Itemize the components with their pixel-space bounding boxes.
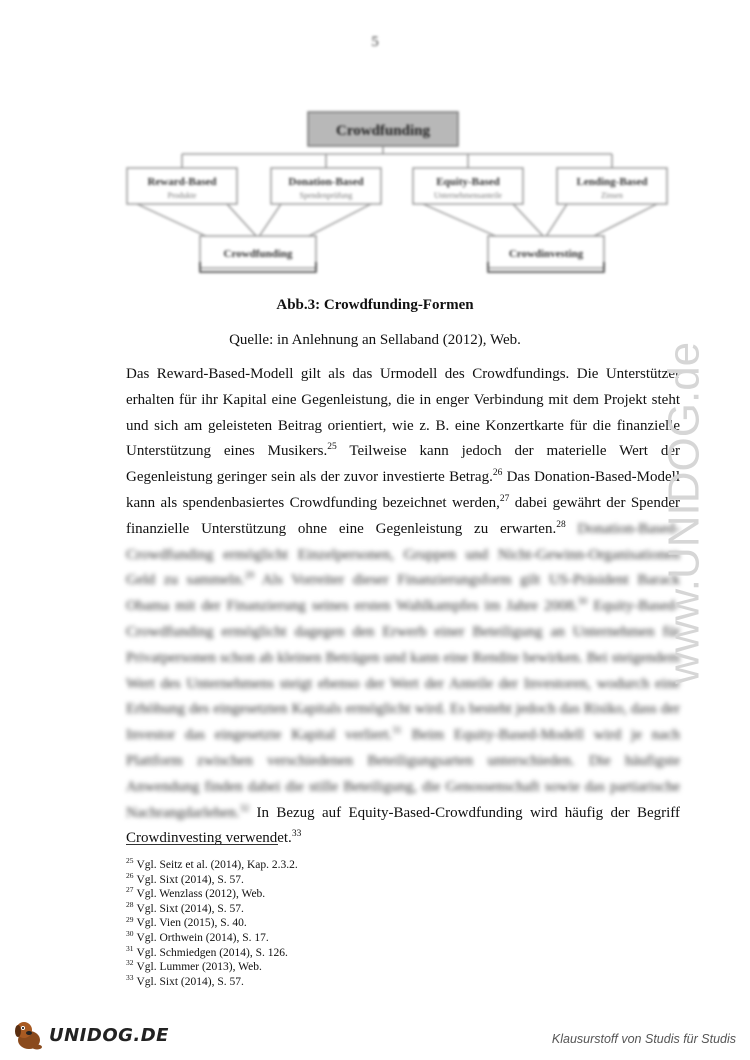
dog-mascot-icon — [12, 1018, 46, 1052]
blurred-sentence: Donation-Based-Crowdfunding ermöglicht Einzelpersonen, Gruppen und Nicht-Gewinn-Organisationen Geld zu sammeln. — [126, 520, 680, 589]
watermark — [657, 278, 717, 748]
footnote — [126, 916, 298, 931]
footnote-ref: 26 — [492, 468, 503, 479]
footnote-ref: 28 — [556, 519, 566, 530]
footnote — [126, 887, 298, 902]
footnote-number: 27 — [126, 885, 134, 895]
footnote-number: 26 — [126, 870, 134, 880]
footnote-ref: 30 — [577, 597, 588, 608]
body-sentence: Das Donation-Based-Modell kann als spendenbasiertes Crowdfunding bezeichnet werden, — [126, 469, 680, 511]
footnote — [126, 899, 298, 917]
unidog-logo — [12, 1018, 169, 1052]
form-title-reward: Reward-Based — [147, 176, 217, 188]
crowdfunding-forms-diagram — [0, 108, 750, 278]
diagram-svg — [0, 108, 750, 278]
form-title-lending: Lending-Based — [576, 176, 648, 188]
footnote-number: 25 — [126, 856, 134, 866]
footnote-number: 30 — [126, 929, 134, 939]
blurred-sentence: Als Vorreiter dieser Finanzierungsform gilt US-Präsident Barack Obama mit der Finanzierung seines ersten Wahlkampfes im Jahre 2008. — [126, 572, 680, 615]
body-sentence: Teilweise kann jedoch der materielle Wert der Gegenleistung geringer sein als der zuvor investierte Betrag. — [126, 443, 681, 486]
footnote-ref: 33 — [291, 829, 302, 840]
form-subtitle-equity: Unternehmensanteile — [434, 191, 502, 200]
footnote-text: Vgl. Seitz et al. (2014), Kap. 2.3.2. — [136, 859, 298, 871]
footnote — [126, 972, 298, 990]
footnote-text: Vgl. Sixt (2014), S. 57. — [136, 975, 244, 988]
footnote-number: 33 — [126, 972, 134, 982]
blurred-sentence: Beim Equity-Based-Modell wird je nach Plattform zwischen verschiedenen Beteiligungsarten unterschieden. Die häufigste Anwendung finden dabei die stille Beteiligung, die Genossenschaft sowie das partiarische Nachrangdarlehen. — [126, 727, 680, 821]
footnote-text: Vgl. Wenzlass (2012), Web. — [136, 888, 266, 901]
footnote-number: 29 — [126, 914, 134, 924]
footnote-text: Vgl. Lummer (2013), Web. — [136, 961, 262, 974]
footnote — [126, 858, 298, 873]
footnote-text: Vgl. Sixt (2014), S. 57. — [136, 902, 244, 915]
footnote-ref: 32 — [239, 803, 250, 814]
figure-caption: Abb.3: Crowdfunding-Formen — [276, 297, 474, 313]
form-title-donation: Donation-Based — [288, 176, 364, 188]
form-subtitle-reward: Produkte — [167, 191, 197, 200]
footnote — [126, 870, 298, 888]
footnote-number: 32 — [126, 958, 134, 968]
footnote — [126, 960, 298, 975]
footnote-text: Vgl. Sixt (2014), S. 57. — [136, 873, 244, 886]
diagram-root-label: Crowdfunding — [336, 123, 430, 139]
form-subtitle-donation: Spendenprüfung — [299, 191, 353, 200]
page-number: 5 — [371, 34, 379, 50]
group-label-crowdinvesting: Crowdinvesting — [508, 248, 584, 260]
footnotes — [126, 858, 298, 989]
footnote-text: Vgl. Schmiedgen (2014), S. 126. — [136, 946, 288, 959]
group-label-crowdfunding: Crowdfunding — [223, 248, 293, 260]
form-subtitle-lending: Zinsen — [601, 191, 623, 200]
footnote — [126, 943, 298, 961]
form-title-equity: Equity-Based — [436, 176, 500, 188]
footnote-number: 31 — [126, 943, 134, 953]
footnote-text: Vgl. Vien (2015), S. 40. — [136, 917, 247, 930]
watermark-text: www.UNIDOG.de — [659, 341, 709, 685]
body-sentence: Das Reward-Based-Modell gilt als das Urmodell des Crowdfundings. Die Unterstützer erhalten für ihr Kapital eine Gegenleistung, die in enger Verbindung mit dem Projekt steht und sich am geleisteten Beitrag orientiert, wie z. B. eine Konzertkarte für die finanzielle Unterstützung eines Musikers. — [126, 366, 680, 460]
footnote-ref: 31 — [392, 726, 402, 737]
footnote-number: 28 — [126, 899, 134, 909]
footnote-divider — [126, 844, 278, 845]
footnote — [126, 931, 298, 946]
footer-slogan: Klausurstoff von Studis für Studis — [551, 1032, 736, 1046]
body-sentence: dabei gewährt der Spender finanzielle Unterstützung ohne eine Gegenleistung zu erwarten. — [126, 494, 680, 537]
body-paragraph — [126, 362, 680, 852]
body-text — [126, 362, 680, 852]
footnote-ref: 25 — [327, 442, 337, 453]
footnote-text: Vgl. Orthwein (2014), S. 17. — [136, 931, 269, 944]
blurred-sentence: Equity-Based-Crowdfunding ermöglicht dagegen den Erwerb einer Beteiligung an Unternehmen für Privatpersonen schon ab kleinen Beträgen und kann eine Rendite bewirken. Bei steigendem Wert des Unternehmens steigt ebenso der Wert der Anteile der Investoren, wodurch eine Erhöhung des eingesetzten Kapitals ermöglicht wird. Es besteht jedoch das Risiko, dass der Investor das eingesetzte Kapital verliert. — [126, 598, 680, 744]
footnote-ref: 27 — [499, 493, 510, 504]
footnote-ref: 29 — [244, 571, 255, 582]
figure-source: Quelle: in Anlehnung an Sellaband (2012), Web. — [229, 332, 521, 348]
logo-text: UNIDOG.DE — [49, 1024, 169, 1046]
body-sentence: In Bezug auf Equity-Based-Crowdfunding wird häufig der Begriff Crowdinvesting verwendet. — [126, 804, 680, 847]
